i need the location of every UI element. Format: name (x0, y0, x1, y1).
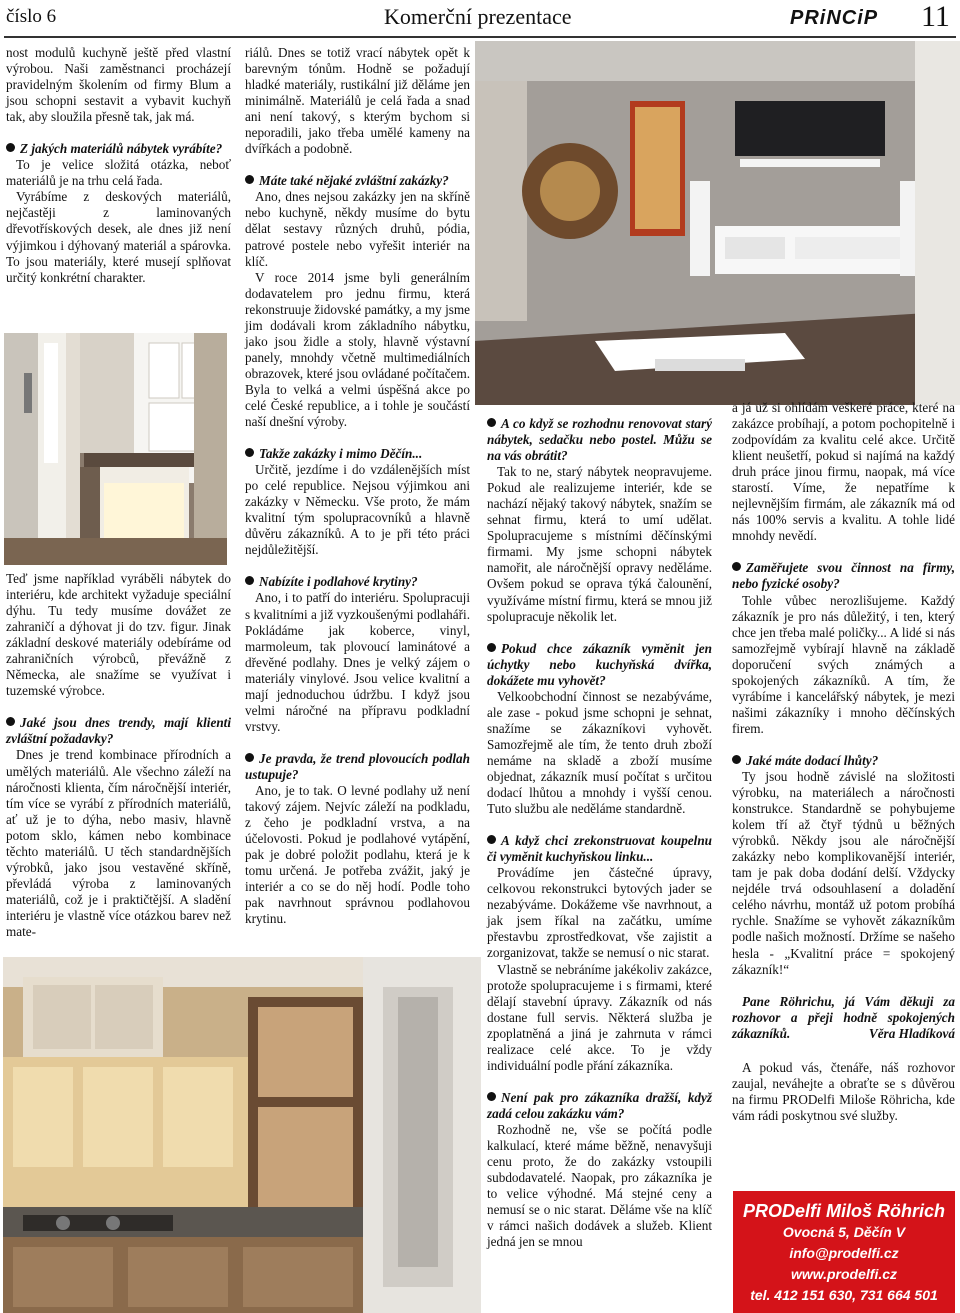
question (732, 753, 955, 769)
question (487, 641, 712, 689)
question (487, 833, 712, 865)
ad-phone: tel. 412 151 630, 731 664 501 (750, 1287, 938, 1303)
question (732, 560, 955, 592)
bullet-icon (245, 175, 254, 184)
column-2 (245, 45, 470, 927)
question (245, 173, 470, 189)
paragraph: Rozhodně ne, vše se počítá podle kalkulací, které máme běžně, nenavyšuji cenu proto, že do zakázky vstoupili subdodavatelé. Naopak, pro zákazníka je to velice výhodné. Má stejné ceny a nemusí se o nic starat. Děláme vše na klíč v rámci našich dodávek a služeb. Klient jedná jen se mnou (487, 1121, 712, 1250)
company-ad (733, 1191, 955, 1313)
question (245, 751, 470, 783)
magazine-logo: PRiNCiP (790, 7, 879, 29)
kitchen-photo (4, 333, 227, 565)
question-text: A když chci zrekonstruovat koupelnu či vyměnit kuchyňskou linku... (487, 833, 712, 865)
header-rule (4, 36, 956, 38)
bullet-icon (6, 717, 15, 726)
paragraph: Provádíme jen částečné úpravy, celkovou rekonstrukci bytových jader se nezabýváme. Dokážeme vše navrhnout, a jak jsem říkal na začátku, umíme přestavbu zprostředkovat, vše zajistit a zorganizovat, takže se nemusí o nic starat. (487, 865, 712, 961)
paragraph: a já už si ohlídám veškeré práce, které na zakázce probíhají, a potom pochopitelně i zodpovídám za kvalitu celé akce. Určitě klient neušetří, pokud si najímá na každý druh práce jinou firmu, naopak, má více starostí. Víme, že nepatříme k nejlevnějším firmám, ale zákazník má od nás 100% servis a kvalitu. A tohle lidé mnohdy nevědí. (732, 400, 955, 544)
question-text: Není pak pro zákazníka dražší, když zadá celou zakázku vám? (487, 1089, 712, 1121)
question (487, 1090, 712, 1122)
bullet-icon (6, 143, 15, 152)
bullet-icon (245, 448, 254, 457)
question-text: Jaké jsou dnes trendy, mají klienti zvláštní požadavky? (6, 715, 231, 747)
ad-web-link[interactable]: www.prodelfi.cz (790, 1266, 898, 1282)
question-text: Zaměřujete svou činnost na firmy, nebo fyzické osoby? (732, 560, 955, 592)
question (6, 141, 231, 157)
bullet-icon (487, 418, 496, 427)
issue-number: číslo 6 (6, 6, 57, 27)
question-text: Je pravda, že trend plovoucích podlah ustupuje? (245, 750, 470, 782)
paragraph: V roce 2014 jsme byli generálním dodavatelem pro jednu firmu, která rekonstruuje židovské památky, a my jsme jim dodávali krom základního nábytku, jako jsou židle a stoly, hlavně výstavní panely, mnohdy včetně multimediálních obrazovek, které jsou ovládané počítačem. Byla to velká a velmi úspěšná akce po celé České republice, a i tohle je součástí naší dnešní výroby. (245, 269, 470, 430)
paragraph: Velkoobchodní činnost se nezabýváme, ale zase - pokud jsme schopni je sehnat, snažíme se zákazníkovi vyhovět. Samozřejmě ale tím, že tento druh zboží nemáme na skladě a zboží musíme objednat, zákazník musí počítat s určitou dodací lhůtou a mnohdy i vyšší cenou. Tuto službu ale neděláme standardně. (487, 688, 712, 817)
paragraph: Ano, i to patří do interiéru. Spolupracuji s kvalitními a již vyzkoušenými podlaháři. Pokládáme jak koberce, vinyl, marmoleum, tak plovoucí laminátové a dřevěné podlahy. Dnes je velký zájem o materiály vinylové. Jsou velice kvalitní a mají jednoduchou údržbu. I když jsou velmi náročné na přípravu podkladní vrstvy. (245, 590, 470, 734)
paragraph: nost modulů kuchyně ještě před vlastní výrobou. Naši zaměstnanci procházejí pravidelným školením od firmy Blum a jsou schopni sestavit a vybavit kuchyň tak, aby sloužila přesně tak, jak má. (6, 45, 231, 125)
bullet-icon (732, 562, 741, 571)
paragraph: Určitě, jezdíme i do vzdálenějších míst po celé republice. Nejsou výjimkou ani zakázky v Německu. Vše proto, že mám kvalitní tým spolupracovníků a hlavně důvěru zákazníků. A to je při této práci nejdůležitější. (245, 462, 470, 558)
question-text: Máte také nějaké zvláštní zakázky? (259, 173, 449, 189)
paragraph: Ano, je to tak. O levné podlahy už není takový zájem. Nejvíc záleží na podkladu, z čeho je podkladní vrstva, a na účelovosti. Pokud je podlahové vytápění, pak je dobré položit podlahu, která je k tomu určená. Je potřeba zvážit, jaký je interiér a co se do něj hodí. Podle toho pak navrhnout správnou podlahovou krytinu. (245, 782, 470, 927)
question (245, 446, 470, 462)
question-text: Nabízíte i podlahové krytiny? (259, 574, 418, 590)
paragraph: Dnes je trend kombinace přírodních a umělých materiálů. Ale všechno záleží na náročnosti klienta, čím náročnější interiér, tím více se vyrábí z přírodních materiálů, ať už je to dýha, nebo masiv, hlavně potom sklo, kámen nebo kombinace těchto materiálů. U těch standardnějších výrobků, jako jsou vestavěné skříně, převládá výroba z laminovaných materiálů, což je i praktičtější. A sladění interiéru je vlastně více otázkou barev než mate- (6, 747, 231, 939)
question-text: Jaké máte dodací lhůty? (746, 752, 879, 768)
author-name: Věra Hladíková (868, 1025, 955, 1041)
paragraph: Ty jsou hodně závislé na složitosti výrobku, na materiálech a náročnosti konstrukce. Standardně se pohybujeme kolem tří až čtyř týdnů u běžných výrobků. Někdy jsou ale náročnější zakázky nebo komplikovanější interiér, tam je pak doba dodání delší. Vždycky nejdéle trvá odsouhlasení a doladění celého návrhu, montáž už potom probíhá rychle. Snažíme se vyhovět zákazníkům podle našich možností. Držíme se našeho hesla - „Kvalitní práce = spokojený zákazník!“ (732, 768, 955, 977)
page-number: 11 (921, 0, 950, 33)
ad-address: Ovocná 5, Děčín V (782, 1224, 906, 1240)
paragraph: To je velice složitá otázka, neboť materiálů je na trhu celá řada. (6, 157, 231, 189)
column-1 (6, 45, 231, 286)
living-room-photo (475, 41, 960, 405)
column-1-continued (6, 571, 231, 940)
ad-company: PRODelfi Miloš Röhrich (742, 1201, 946, 1221)
bullet-icon (487, 1092, 496, 1101)
paragraph: Tak to ne, starý nábytek neopravujeme. Pokud ale realizujeme interiér, kde se nachází nějaký takový nábytek, snažím se sehnat firmu, která to umí udělat. Spolupracujeme s místními děčínskými firmami. My jsme schopni nábytek namořit, ale náročnější opravy neděláme. Ovšem pokud se oprava týká čalounění, využíváme místní firmu, která se mnou již spolupracuje několik let. (487, 464, 712, 624)
paragraph: riálů. Dnes se totiž vrací nábytek opět k barevným tónům. Hodně se požadují hladké materiály, rustikální již děláme jen minimálně. Materiálů je celá řada a snad ani není takový, s kterým bychom si neporadili, jako třeba umělé kameny na dvířkách a podobně. (245, 45, 470, 157)
column-3 (487, 400, 712, 1250)
question (245, 574, 470, 590)
question-text: Z jakých materiálů nábytek vyrábíte? (20, 141, 223, 157)
paragraph: Vyrábíme z deskových materiálů, nejčastěji z laminovaných dřevotřískových desek, ale dnes již není výjimkou i dýhovaný materiál a spárovka. To jsou materiály, které musejí splňovat určitý konkrétní charakter. (6, 189, 231, 285)
page-header (0, 0, 960, 40)
closing-remark (732, 994, 955, 1042)
question-text: Pokud chce zákazník vyměnit jen úchytky nebo kuchyňská dvířka, dokážete mu vyhovět? (487, 640, 712, 688)
bullet-icon (245, 753, 254, 762)
paragraph: Ano, dnes nejsou zakázky jen na skříně nebo kuchyně, někdy musíme do bytu dělat sestavy různých druhů, pódia, patrové postele nebo vyřešit interiér na klíč. (245, 189, 470, 269)
question-text: Takže zakázky i mimo Děčín... (259, 446, 423, 462)
paragraph: Tohle vůbec nerozlišujeme. Každý zákazník je pro nás důležitý, i ten, který chce jen třeba malé poličky... A lidé si nás samozřejmě vybírají hlavně na základě doporučení svých známých a spokojených zákazníků. A tím, že vyrábíme i kancelářský nábytek, je mezi našimi zákazníky i mnoho děčínských firem. (732, 592, 955, 736)
paragraph: A pokud vás, čtenáře, náš rozhovor zaujal, neváhejte a obraťte se s důvěrou na firmu PRODelfi Miloše Röhricha, kde vám rádi poskytnou své služby. (732, 1059, 955, 1123)
ad-email-link[interactable]: info@prodelfi.cz (789, 1245, 899, 1261)
question (6, 715, 231, 747)
bullet-icon (732, 755, 741, 764)
closing-text: Pane Röhrichu, já Vám děkuji za rozhovor a přeji hodně spokojených zákazníků. (732, 993, 955, 1041)
bullet-icon (487, 643, 496, 652)
kitchen-bottom-photo (3, 957, 481, 1313)
paragraph: Teď jsme například vyráběli nábytek do interiéru, kde architekt vyžaduje speciální dýhu. Tu tedy musíme dovážet ze zahraničí a dýhovat ji do tzv. figur. Jinak základní deskové materiály odebíráme od zahraničních výrobců, převážně z Německa, ale snažíme se využívat i tuzemské výrobce. (6, 571, 231, 699)
question (487, 416, 712, 464)
bullet-icon (245, 576, 254, 585)
bullet-icon (487, 835, 496, 844)
paragraph: Vlastně se nebráníme jakékoliv zakázce, protože spolupracujeme i s firmami, které dělají stavební úpravy. Zákazník od nás dostane full servis. Některá služba je zpoplatněná a jiná je zahrnuta v rámci realizace celé akce. To je vždy individuální podle přání zákazníka. (487, 961, 712, 1073)
question-text: A co když se rozhodnu renovovat starý nábytek, sedačku nebo postel. Můžu se na vás obrátit? (487, 416, 712, 464)
column-4 (732, 400, 955, 1124)
section-title: Komerční prezentace (384, 4, 572, 29)
